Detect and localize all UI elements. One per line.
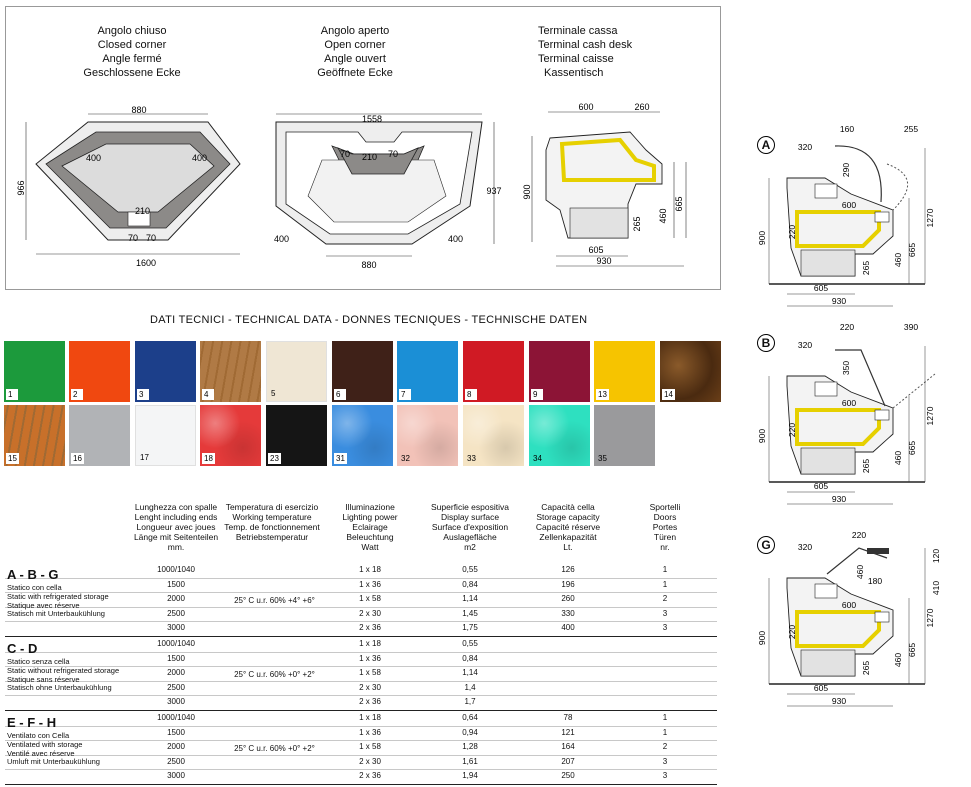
cash-bottom-a-dim: 605 [588, 245, 604, 255]
header-length: Lunghezza con spalle Lenght including ends Longueur avec joues Länge mit Seitenteilen mm. [133, 502, 219, 552]
group-subtitle-line: Static with refrigerated storage [7, 591, 109, 601]
profile-inner-dim: 220 [787, 224, 797, 240]
open-corner-drawing [262, 110, 500, 272]
group-subtitle [7, 732, 100, 767]
cell-doors: 1 [662, 565, 668, 574]
cash-h-a-dim: 460 [658, 208, 668, 224]
profile-left-dim: 320 [797, 542, 813, 552]
technical-data-title: DATI TECNICI - TECHNICAL DATA - DONNES TECNIQUES - TECHNISCHE DATEN [150, 314, 588, 326]
profile-shelf-top-dim: 180 [867, 576, 883, 586]
group-subtitle [7, 584, 109, 619]
cell-length: 3000 [167, 697, 185, 707]
cell-light: 1 x 36 [359, 653, 381, 663]
profile-h460-dim: 460 [893, 652, 903, 668]
open-side-a-dim: 400 [274, 234, 290, 244]
group-subtitle-line: Statico con cella [7, 583, 62, 592]
profile-h410-dim: 410 [931, 580, 941, 596]
profile-h265-dim: 265 [861, 458, 871, 474]
cash-top-b-dim: 260 [634, 102, 650, 112]
profile-left-dim: 320 [797, 142, 813, 152]
group-subtitle-line: Statique avec réserve [7, 600, 80, 610]
cell-capacity: 400 [561, 623, 575, 633]
cell-doors: 1 [662, 713, 668, 722]
profile-drawing [755, 528, 955, 714]
profile-605-dim: 605 [813, 283, 829, 293]
profile-right-dim: 255 [903, 124, 919, 134]
cell-surface: 1,94 [462, 771, 478, 781]
profile-h120-dim: 120 [931, 548, 941, 564]
profile-left-dim: 320 [797, 340, 813, 350]
color-swatch: 7 [397, 341, 458, 402]
profile-shelf-dim: 600 [841, 398, 857, 408]
group-subtitle-line: Ventilated with storage [7, 739, 83, 749]
color-swatch: 1 [4, 341, 65, 402]
profile-right-dim: 390 [903, 322, 919, 332]
color-swatch: 8 [463, 341, 524, 402]
profile-h1270-dim: 1270 [925, 208, 935, 228]
table-row [5, 711, 717, 727]
table-row [5, 621, 717, 637]
group-subtitle-line: Static without refrigerated storage [7, 665, 120, 675]
header-temperature: Temperatura di esercizio Working temperature Temp. de fonctionnement Betriebstemperatur [224, 502, 320, 542]
group-title: E - F - H [7, 715, 57, 730]
open-bottom-dim: 880 [361, 260, 377, 270]
cell-length: 3000 [167, 623, 185, 633]
cell-doors: 3 [662, 771, 668, 781]
group-subtitle-line: Statique sans réserve [7, 674, 80, 684]
cash-desk-drawing [516, 100, 702, 272]
profile-top-dim: 220 [851, 530, 867, 540]
cash-bottom-b-dim: 930 [596, 256, 612, 266]
closed-top-dim: 880 [131, 105, 147, 115]
open-corner-caption: Angolo aperto Open corner Angle ouvert Geöffnete Ecke [317, 25, 393, 79]
profile-badge: A [757, 136, 775, 154]
color-swatch: 17 [135, 405, 196, 466]
cell-doors: 1 [662, 579, 668, 589]
cell-length: 1000/1040 [157, 565, 195, 574]
table-row [5, 578, 717, 594]
color-swatch: 2 [69, 341, 130, 402]
cell-length: 3000 [167, 771, 185, 781]
cash-desk-caption: Terminale cassa Terminal cash desk Terminal caisse Kassentisch [538, 25, 633, 79]
profile-930-dim: 930 [831, 296, 847, 306]
color-swatch: 3 [135, 341, 196, 402]
profile-slope-dim: 290 [841, 162, 851, 178]
group-title: A - B - G [7, 567, 59, 582]
cell-length: 1500 [167, 579, 185, 589]
cell-capacity: 164 [561, 742, 575, 752]
color-swatch: 13 [594, 341, 655, 402]
cell-light: 2 x 30 [359, 682, 381, 692]
group-subtitle-line: Umluft mit Unterbaukühlung [7, 757, 100, 767]
cell-capacity: 126 [561, 565, 575, 574]
cell-surface: 1,28 [462, 742, 478, 752]
closed-notch-b-dim: 70 [146, 233, 157, 243]
group-temperature: 25° C u.r. 60% +0° +2° [234, 670, 315, 679]
cell-light: 1 x 18 [359, 565, 381, 574]
color-swatch: 6 [332, 341, 393, 402]
color-swatch: 16 [69, 405, 130, 466]
profile-height-dim: 900 [757, 630, 767, 646]
cash-h-c-dim: 265 [632, 216, 642, 232]
closed-corner-caption: Angolo chiuso Closed corner Angle fermé Geschlossene Ecke [83, 25, 181, 79]
cell-length: 1000/1040 [157, 713, 195, 722]
cell-capacity: 121 [561, 727, 575, 737]
closed-side-b-dim: 400 [192, 153, 208, 163]
cell-doors: 1 [662, 727, 668, 737]
cell-surface: 1,14 [462, 668, 478, 678]
cell-capacity: 250 [561, 771, 575, 781]
cell-light: 1 x 58 [359, 742, 381, 752]
cell-doors: 3 [662, 608, 668, 618]
cell-surface: 0,55 [462, 639, 478, 648]
profile-top-dim: 220 [839, 322, 855, 332]
profile-h1270-dim: 1270 [925, 406, 935, 426]
cell-capacity: 196 [561, 579, 575, 589]
closed-side-a-dim: 400 [86, 153, 102, 163]
cell-length: 1500 [167, 727, 185, 737]
group-subtitle-line: Statico senza cella [7, 657, 70, 666]
profile-h265-dim: 265 [861, 260, 871, 276]
cash-top-a-dim: 600 [578, 102, 594, 112]
cell-light: 1 x 36 [359, 579, 381, 589]
profile-h460-dim: 460 [893, 252, 903, 268]
open-side-b-dim: 400 [448, 234, 464, 244]
table-row [5, 607, 717, 623]
header-doors: Sportelli Doors Portes Türen nr. [649, 502, 681, 552]
color-swatch: 32 [397, 405, 458, 466]
profile-930-dim: 930 [831, 494, 847, 504]
cell-length: 2000 [167, 594, 185, 604]
profile-badge: G [757, 536, 775, 554]
profile-h665-dim: 665 [907, 642, 917, 658]
open-top-dim: 1558 [361, 114, 383, 124]
open-inner-dim: 210 [362, 152, 378, 162]
cell-surface: 1,45 [462, 608, 478, 618]
cell-doors: 2 [662, 742, 668, 752]
profile-h460-dim: 460 [893, 450, 903, 466]
cell-light: 1 x 36 [359, 727, 381, 737]
profile-inner-dim: 220 [787, 422, 797, 438]
cell-length: 1500 [167, 653, 185, 663]
cell-capacity: 78 [563, 713, 573, 722]
color-swatch: 23 [266, 405, 327, 466]
table-row [5, 637, 717, 653]
cell-light: 1 x 58 [359, 594, 381, 604]
profile-shelf-dim: 600 [841, 200, 857, 210]
cell-surface: 0,84 [462, 653, 478, 663]
group-subtitle-line: Statisch ohne Unterbaukühlung [7, 683, 112, 693]
color-swatch: 18 [200, 405, 261, 466]
cell-surface: 0,55 [462, 565, 478, 574]
color-swatch: 4 [200, 341, 261, 402]
cell-light: 1 x 58 [359, 668, 381, 678]
profile-h1270-dim: 1270 [925, 608, 935, 628]
color-swatch: 31 [332, 405, 393, 466]
table-row [5, 740, 717, 756]
cell-doors: 3 [662, 756, 668, 766]
group-subtitle [7, 658, 119, 693]
table-row [5, 769, 717, 785]
table-row [5, 755, 717, 771]
cash-height-dim: 900 [522, 184, 532, 200]
color-swatch: 34 [529, 405, 590, 466]
cell-surface: 1,7 [464, 697, 476, 707]
header-storage-capacity: Capacità cella Storage capacity Capacité réserve Zellenkapazität Lt. [535, 502, 601, 552]
profile-drawing [755, 124, 955, 314]
cell-surface: 1,61 [462, 756, 478, 766]
profile-slope-dim: 460 [855, 564, 865, 580]
open-notch-a-dim: 70 [340, 149, 351, 159]
group-temperature: 25° C u.r. 60% +4° +6° [234, 596, 315, 605]
cell-surface: 1,4 [464, 682, 476, 692]
table-row [5, 592, 717, 608]
color-swatch: 14 [660, 341, 721, 402]
closed-bottom-dim: 1600 [135, 258, 157, 268]
cell-light: 1 x 18 [359, 713, 381, 722]
cell-length: 2500 [167, 608, 185, 618]
group-temperature: 25° C u.r. 60% +0° +2° [234, 744, 315, 753]
cell-light: 2 x 36 [359, 697, 381, 707]
cell-surface: 0,64 [462, 713, 478, 722]
color-swatch: 9 [529, 341, 590, 402]
profile-height-dim: 900 [757, 230, 767, 246]
cell-length: 2000 [167, 742, 185, 752]
profile-h665-dim: 665 [907, 242, 917, 258]
cell-light: 2 x 30 [359, 756, 381, 766]
cell-surface: 0,84 [462, 579, 478, 589]
color-swatch: 15 [4, 405, 65, 466]
profile-drawing [755, 322, 955, 512]
cell-doors: 3 [662, 623, 668, 633]
cell-surface: 1,75 [462, 623, 478, 633]
profile-605-dim: 605 [813, 481, 829, 491]
profile-h665-dim: 665 [907, 440, 917, 456]
header-lighting: Illuminazione Lighting power Eclairage Beleuchtung Watt [342, 502, 398, 552]
closed-height-dim: 966 [16, 180, 26, 196]
table-row [5, 563, 717, 579]
cell-capacity: 330 [561, 608, 575, 618]
cell-length: 2500 [167, 682, 185, 692]
group-subtitle-line: Statisch mit Unterbaukühlung [7, 609, 105, 619]
group-subtitle-line: Ventilato con Cella [7, 731, 70, 740]
cell-light: 2 x 36 [359, 771, 381, 781]
profile-605-dim: 605 [813, 683, 829, 693]
header-display-surface: Superficie espositiva Display surface Surface d'exposition Auslagefläche m2 [431, 502, 509, 552]
cell-length: 1000/1040 [157, 639, 195, 648]
color-swatch: 5 [266, 341, 327, 402]
color-swatch: 35 [594, 405, 655, 466]
color-swatch: 33 [463, 405, 524, 466]
cell-length: 2000 [167, 668, 185, 678]
closed-corner-drawing [18, 104, 250, 268]
cash-h-b-dim: 665 [674, 196, 684, 212]
cell-light: 2 x 30 [359, 608, 381, 618]
cell-doors: 2 [662, 594, 668, 604]
profile-shelf-dim: 600 [841, 600, 857, 610]
profile-top-dim: 160 [839, 124, 855, 134]
table-row [5, 695, 717, 711]
open-notch-b-dim: 70 [388, 149, 399, 159]
cell-capacity: 260 [561, 594, 575, 604]
open-height-dim: 937 [486, 186, 502, 196]
profile-badge: B [757, 334, 775, 352]
closed-notch-a-dim: 70 [128, 233, 139, 243]
cell-light: 1 x 18 [359, 639, 381, 648]
cell-light: 2 x 36 [359, 623, 381, 633]
profile-930-dim: 930 [831, 696, 847, 706]
table-row [5, 726, 717, 742]
cell-surface: 1,14 [462, 594, 478, 604]
profile-inner-dim: 220 [787, 624, 797, 640]
cell-surface: 0,94 [462, 727, 478, 737]
profile-h265-dim: 265 [861, 660, 871, 676]
profile-slope-dim: 350 [841, 360, 851, 376]
cell-length: 2500 [167, 756, 185, 766]
group-title: C - D [7, 641, 38, 656]
closed-inner-dim: 210 [135, 206, 151, 216]
profile-height-dim: 900 [757, 428, 767, 444]
group-subtitle-line: Ventilé avec réserve [7, 748, 75, 758]
cell-capacity: 207 [561, 756, 575, 766]
